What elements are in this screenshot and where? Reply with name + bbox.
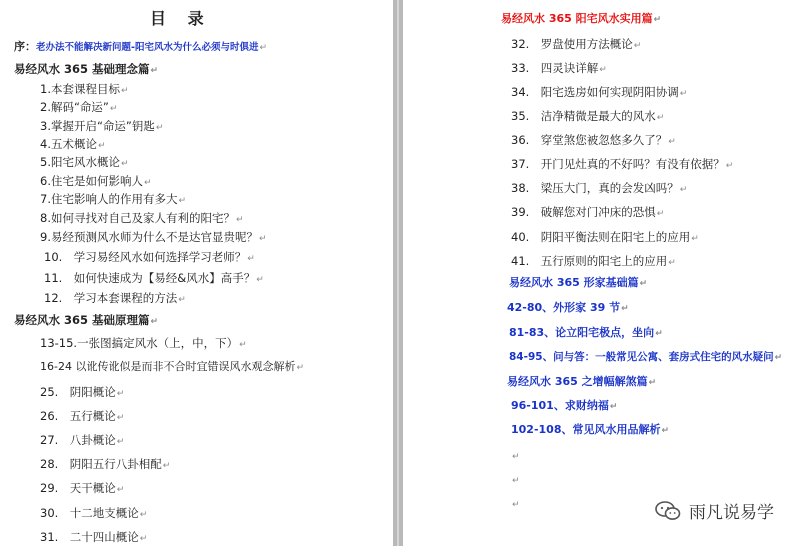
toc-item: 26. 五行概论↵ (40, 409, 125, 423)
right-page (403, 0, 799, 546)
section-heading-form-school: 易经风水 365 形家基础篇↵ (509, 276, 648, 289)
toc-item: 36. 穿堂煞您被忽悠多久了？↵ (511, 133, 676, 147)
toc-item: 5.阳宅风水概论↵ (40, 155, 129, 169)
toc-item: 41. 五行原则的阳宅上的应用↵ (511, 254, 676, 268)
toc-item: 16-24 以讹传讹似是而非不合时宜错误风水观念解析↵ (40, 360, 305, 373)
toc-item: 39. 破解您对门冲床的恐惧↵ (511, 205, 665, 219)
toc-item: 40. 阴阳平衡法则在阳宅上的应用↵ (511, 230, 699, 244)
toc-item: 10. 学习易经风水如何选择学习老师？↵ (44, 250, 255, 264)
toc-item: 3.掌握开启“命运”钥匙↵ (40, 119, 164, 133)
section-heading-practical: 易经风水 365 阳宅风水实用篇↵ (501, 12, 662, 25)
toc-item: 13-15.一张图搞定风水（上，中，下）↵ (40, 336, 247, 350)
toc-item: 34. 阳宅选房如何实现阴阳协调↵ (511, 85, 688, 99)
watermark (655, 498, 774, 523)
toc-item: 38. 梁压大门，真的会发凶吗？↵ (511, 181, 688, 195)
empty-paragraph: ↵ (512, 452, 520, 462)
toc-item: 2.解码“命运”↵ (40, 100, 118, 114)
toc-item: 25. 阴阳概论↵ (40, 385, 125, 399)
toc-item: 84-95、问与答：一般常见公寓、套房式住宅的风水疑问↵ (509, 351, 783, 363)
toc-item: 42-80、外形家 39 节↵ (507, 301, 629, 314)
toc-title: 目 录 (150, 9, 212, 28)
toc-item: 6.住宅是如何影响人↵ (40, 174, 152, 188)
section-heading-basic-principles: 易经风水 365 基础原理篇↵ (14, 313, 159, 327)
toc-item: 37. 开门见灶真的不好吗？有没有依据？↵ (511, 157, 734, 171)
toc-item: 27. 八卦概论↵ (40, 433, 125, 447)
toc-item: 9.易经预测风水师为什么不是达官显贵呢？↵ (40, 230, 267, 244)
toc-item: 28. 阴阳五行八卦相配↵ (40, 457, 171, 471)
empty-paragraph: ↵ (512, 476, 520, 486)
toc-item: 32. 罗盘使用方法概论↵ (511, 37, 642, 51)
preface-line: 序：老办法不能解决新问题-阳宅风水为什么必须与时俱进↵ (14, 40, 267, 53)
toc-item: 30. 十二地支概论↵ (40, 506, 148, 520)
toc-item: 81-83、论立阳宅极点，坐向↵ (509, 326, 663, 339)
section-heading-basic-concepts: 易经风水 365 基础理念篇↵ (14, 62, 159, 76)
toc-item: 96-101、求财纳福↵ (511, 399, 618, 412)
toc-item: 35. 洁净精微是最大的风水↵ (511, 109, 665, 123)
toc-item: 4.五术概论↵ (40, 137, 106, 151)
left-page (0, 0, 393, 546)
toc-item: 7.住宅影响人的作用有多大↵ (40, 192, 187, 206)
toc-item: 31. 二十四山概论↵ (40, 530, 148, 544)
page-gap (393, 0, 403, 546)
toc-item: 33. 四灵诀详解↵ (511, 61, 607, 75)
toc-item: 102-108、常见风水用品解析↵ (511, 423, 670, 436)
wechat-icon (655, 501, 681, 521)
toc-item: 1.本套课程目标↵ (40, 82, 129, 96)
watermark-text: 雨凡说易学 (689, 503, 774, 523)
toc-item: 11. 如何快速成为【易经&风水】高手？↵ (44, 271, 264, 285)
section-heading-amplify-resolve: 易经风水 365 之增幅解煞篇↵ (507, 375, 657, 388)
toc-item: 8.如何寻找对自己及家人有利的阳宅？↵ (40, 211, 244, 225)
empty-paragraph: ↵ (512, 500, 520, 510)
toc-item: 29. 天干概论↵ (40, 481, 125, 495)
toc-item: 12. 学习本套课程的方法↵ (44, 291, 186, 305)
